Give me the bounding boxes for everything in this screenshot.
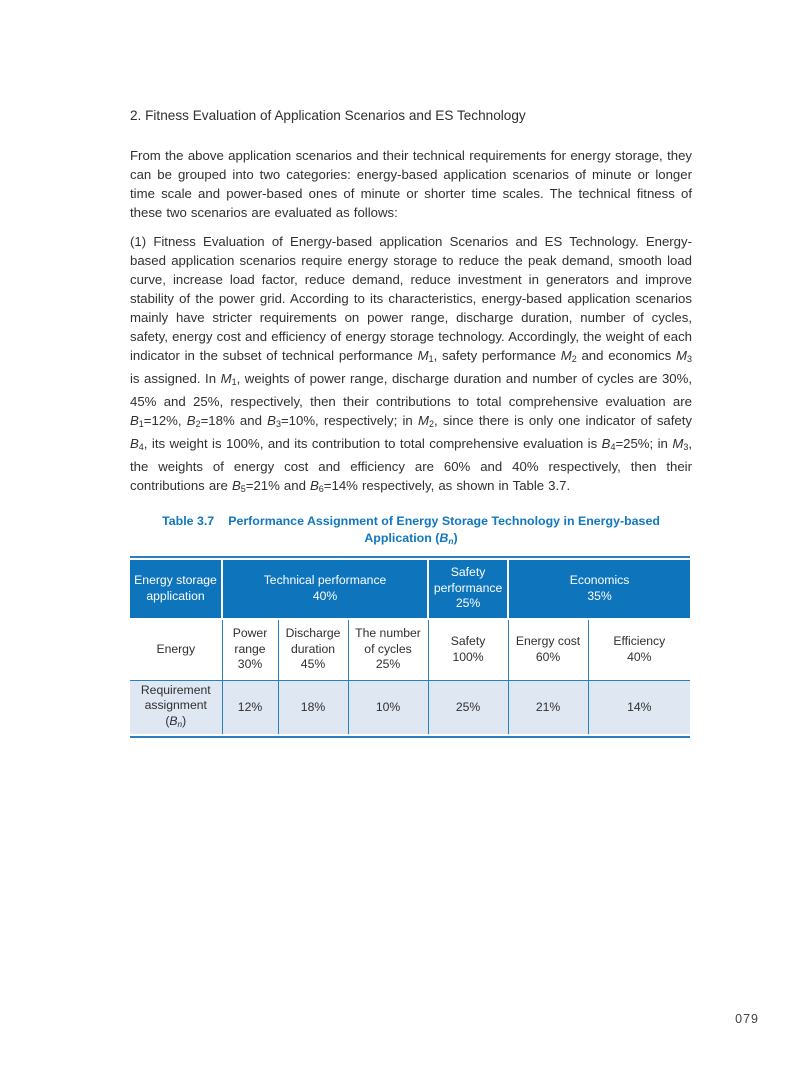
cell-energy: Energy — [130, 619, 222, 681]
header-cell-safety-performance: Safety performance 25% — [428, 560, 508, 619]
cell-number-of-cycles: The number of cycles 25% — [348, 619, 428, 681]
page-number: 079 — [735, 1012, 759, 1026]
table-header-row — [130, 560, 690, 619]
cell-safety: Safety 100% — [428, 619, 508, 681]
table-caption-title: Performance Assignment of Energy Storage Technology in Energy-based Application $(B_n)$ — [228, 513, 660, 546]
table-subheader-row — [130, 619, 690, 681]
paragraph-energy-based-evaluation: (1) Fitness Evaluation of Energy-based application Scenarios and ES Technology. Energy-based application scenarios require energy storage to reduce the peak demand, smooth load curve, increase load factor, reduce demand, reduce investment in generators and improve stability of the power grid. According to its characteristics, energy-based application scenarios mainly have stricter requirements on power range, discharge duration, number of cycles, safety, energy cost and efficiency of energy storage technology. Accordingly, the weight of each indicator in the subset of technical performance $M_1$, safety performance $M_2$ and economics $M_3$ is assigned. In $M_1$, weights of power range, discharge duration and number of cycles are 30%, 45% and 25%, respectively, then their contributions to total comprehensive evaluation are $B_1=12\%$, $B_2=18\%$ and $B_3=10\%$, respectively; in $M_2$, since there is only one indicator of safety $B_4$, its weight is 100%, and its contribution to total comprehensive evaluation is $B_4=25\%$; in $M_3$, the weights of energy cost and efficiency are 60% and 40% respectively, then their contributions are $B_5=21\%$ and $B_6=14\%$ respectively, as shown in Table 3.7. — [130, 234, 693, 494]
cell-value-discharge-duration: 18% — [278, 680, 348, 734]
cell-value-efficiency: 14% — [588, 680, 690, 734]
table-caption — [130, 513, 692, 550]
cell-efficiency: Efficiency 40% — [588, 619, 690, 681]
cell-power-range: Power range 30% — [222, 619, 278, 681]
cell-value-energy-cost: 21% — [508, 680, 588, 734]
table-caption-number: Table 3.7 — [162, 513, 215, 528]
header-cell-economics: Economics 35% — [508, 560, 690, 619]
header-cell-technical-performance: Technical performance 40% — [222, 560, 428, 619]
cell-energy-cost: Energy cost 60% — [508, 619, 588, 681]
cell-requirement-assignment-label: Requirement assignment $(B_n)$ — [130, 680, 222, 734]
cell-value-safety: 25% — [428, 680, 508, 734]
performance-assignment-table — [130, 560, 690, 734]
table-data-row — [130, 680, 690, 734]
performance-table-frame — [130, 556, 690, 738]
text-column — [130, 106, 692, 738]
cell-value-number-of-cycles: 10% — [348, 680, 428, 734]
cell-discharge-duration: Discharge duration 45% — [278, 619, 348, 681]
cell-value-power-range: 12% — [222, 680, 278, 734]
paragraph-intro: From the above application scenarios and their technical requirements for energy storage, they can be grouped into two categories: energy-based application scenarios of minute or longer time scale and power-based ones of minute or shorter time scales. The technical fitness of these two scenarios are evaluated as follows: — [130, 148, 692, 220]
header-cell-energy-storage-application: Energy storage application — [130, 560, 222, 619]
section-heading: 2. Fitness Evaluation of Application Scenarios and ES Technology — [130, 108, 526, 123]
